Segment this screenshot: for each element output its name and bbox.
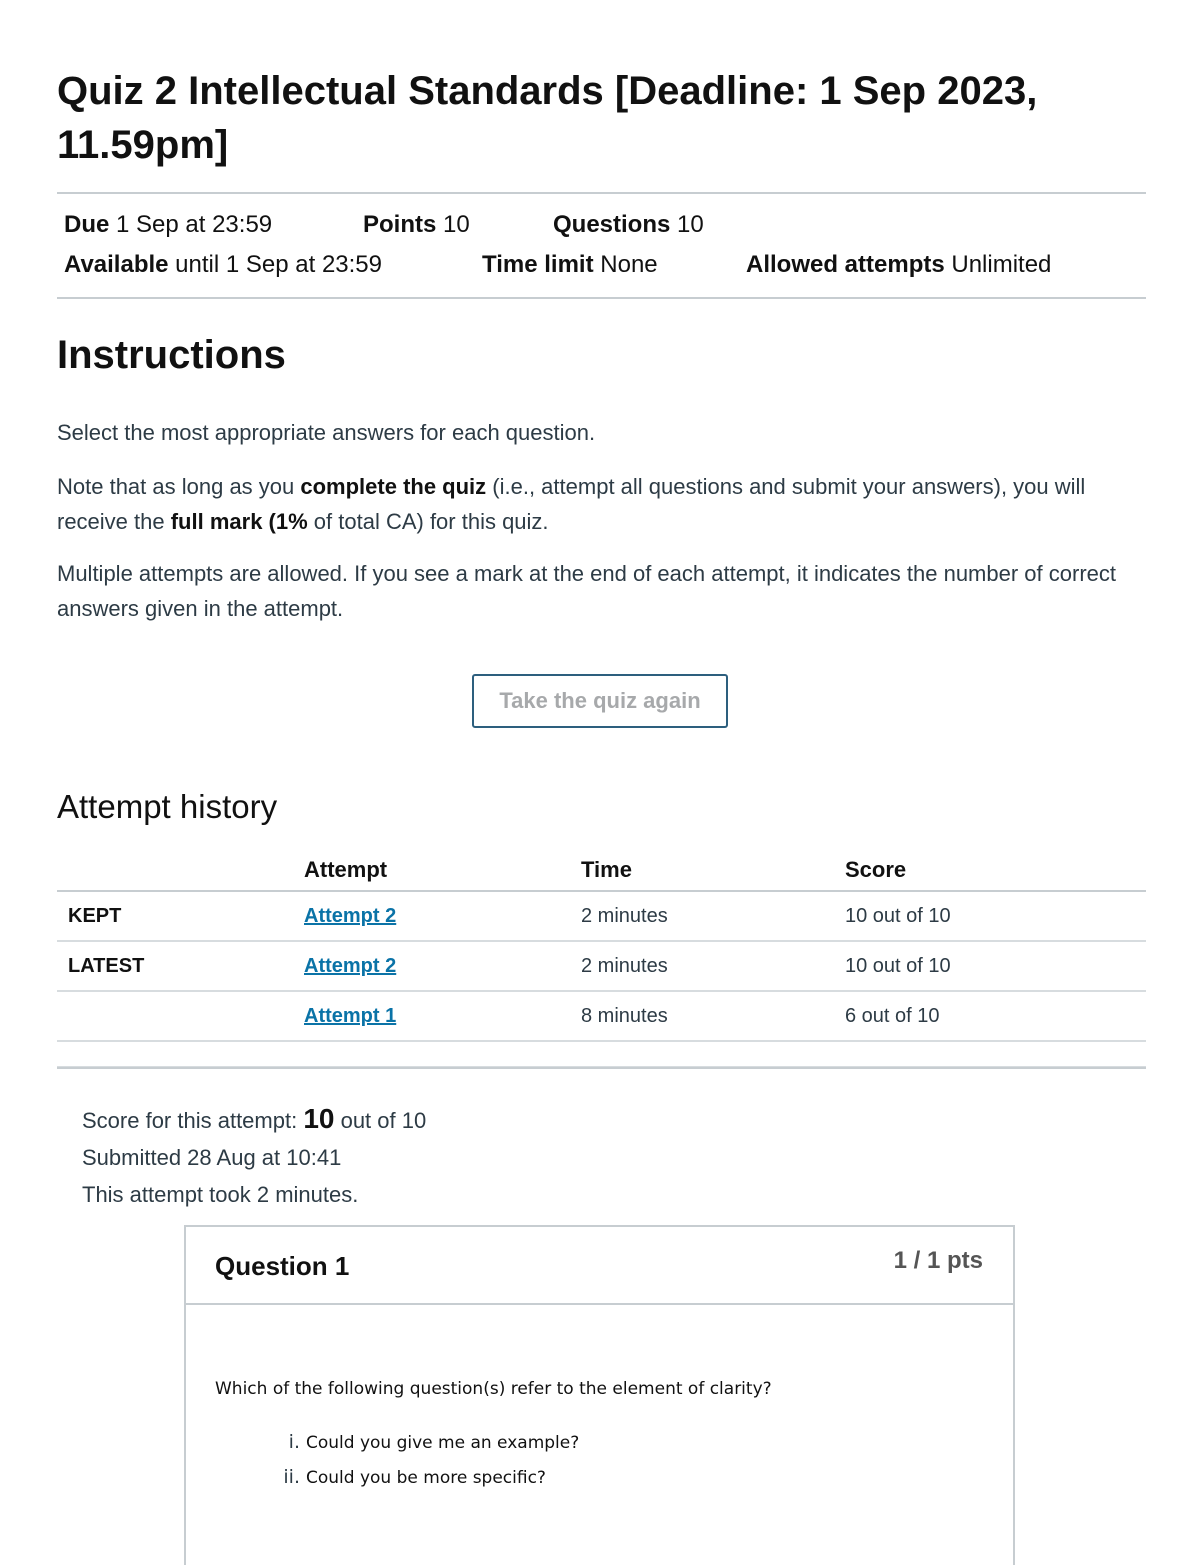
table-header-row [57,850,1146,891]
instructions-paragraph-2 [57,469,1127,539]
instructions-paragraph-1: Select the most appropriate answers for each question. [57,420,596,445]
question-title: Question 1 [215,1251,350,1281]
available-label: Available [64,251,169,278]
time-limit-value: None [600,251,658,278]
table-row [57,941,1146,991]
attempt-duration: This attempt took 2 minutes. [82,1182,359,1207]
attempt-score [82,1100,426,1139]
attempt-cell [304,891,581,941]
points-label: Points [363,211,437,238]
column-header-time: Time [581,850,845,891]
attempt-link[interactable]: Attempt 2 [304,954,397,977]
instructions-text: of total CA) for this quiz. [307,509,549,534]
attempt-link[interactable]: Attempt 2 [304,904,397,927]
allowed-attempts-label: Allowed attempts [746,251,945,278]
time-cell: 8 minutes [581,991,845,1041]
available-value: until 1 Sep at 23:59 [175,251,382,278]
submitted-time: Submitted 28 Aug at 10:41 [82,1145,342,1170]
time-cell: 2 minutes [581,941,845,991]
table-spacer-row [57,1041,1146,1067]
question-option [276,1431,579,1453]
points-info [363,209,470,241]
instructions-text: (i.e., attempt all questions and submit your answers), you will receive the [57,474,1086,534]
divider [57,297,1146,299]
attempt-summary [82,1100,426,1213]
option-number: ii. [283,1466,300,1488]
attempt-cell [304,941,581,991]
instructions-heading: Instructions [57,333,286,377]
table-row [57,891,1146,941]
questions-value: 10 [677,211,704,238]
question-text: Which of the following question(s) refer to the element of clarity? [215,1379,772,1399]
score-cell: 10 out of 10 [845,941,1146,991]
question-header [186,1227,1013,1305]
allowed-attempts-info [746,249,1051,281]
question-points: 1 / 1 pts [893,1247,983,1274]
available-info [64,249,382,281]
option-number: i. [288,1431,300,1453]
questions-label: Questions [553,211,671,238]
attempt-status-label: LATEST [57,941,304,991]
allowed-attempts-value: Unlimited [951,251,1052,278]
column-header [57,850,304,891]
instructions-text: Note that as long as you [57,474,301,499]
table-row [57,991,1146,1041]
due-value: 1 Sep at 23:59 [116,211,273,238]
question-option [276,1466,546,1488]
score-cell: 10 out of 10 [845,891,1146,941]
column-header-score: Score [845,850,1146,891]
attempt-link[interactable]: Attempt 1 [304,1004,397,1027]
points-value: 10 [443,211,470,238]
time-cell: 2 minutes [581,891,845,941]
page-title: Quiz 2 Intellectual Standards [Deadline: 1 Sep 2023, 11.59pm] [57,69,1038,167]
divider [57,1067,1146,1069]
time-limit-info [482,249,658,281]
score-value: 10 [303,1103,335,1134]
divider [57,192,1146,194]
option-text: Could you be more specific? [306,1468,546,1488]
column-header-attempt: Attempt [304,850,581,891]
score-cell: 6 out of 10 [845,991,1146,1041]
instructions-emphasis: full mark (1% [170,509,308,534]
questions-info [553,209,704,241]
attempt-status-label: KEPT [57,891,304,941]
option-text: Could you give me an example? [306,1433,580,1453]
score-prefix: Score for this attempt: [82,1108,304,1133]
attempt-cell [304,991,581,1041]
attempt-status-label [57,991,304,1041]
attempt-history-heading: Attempt history [57,788,278,825]
time-limit-label: Time limit [482,251,594,278]
question-card [184,1225,1015,1565]
take-quiz-again-button[interactable]: Take the quiz again [472,674,728,728]
instructions-paragraph-3: Multiple attempts are allowed. If you see a mark at the end of each attempt, it indicates the number of correct answers given in the attempt. [57,561,1116,621]
instructions-emphasis: complete the quiz [300,474,487,499]
score-suffix: out of 10 [334,1108,427,1133]
due-info [64,209,272,241]
attempt-history-table [57,850,1146,1068]
due-label: Due [64,211,110,238]
